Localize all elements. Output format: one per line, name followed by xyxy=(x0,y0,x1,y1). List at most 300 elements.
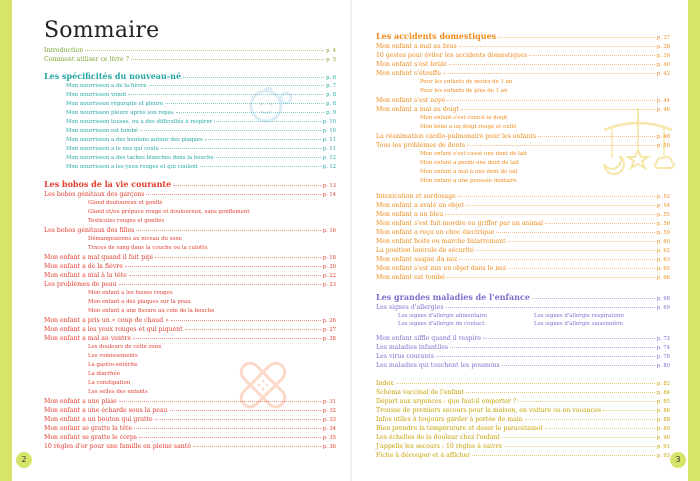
leader-dots xyxy=(498,37,655,38)
toc-entry-page: p. 7 xyxy=(326,83,336,89)
section-heading-page: p. 6 xyxy=(326,75,336,81)
toc-entry-label: Mon enfant se gratte le corps xyxy=(44,434,137,441)
leader-dots xyxy=(170,410,321,411)
leader-dots xyxy=(128,94,324,95)
toc-entry-label: Mon enfant boite ou marche bizarrement xyxy=(376,238,506,245)
toc-subtopic[interactable] xyxy=(44,361,336,370)
leader-dots xyxy=(214,121,321,122)
toc-entry[interactable] xyxy=(376,246,670,255)
leader-dots xyxy=(502,365,655,366)
toc-subtopic-label: Pour les enfants de moins de 1 an xyxy=(420,79,513,85)
toc-subtopic-label: Mon enfant a mal à une dent de lait xyxy=(420,169,518,175)
toc-entry-page: p. 65 xyxy=(656,266,670,272)
toc-entry-page: p. 69 xyxy=(656,305,670,311)
allergy-subtopics xyxy=(376,312,670,328)
toc-entry-page: p. 74 xyxy=(656,345,670,351)
leader-dots xyxy=(450,347,655,348)
toc-entry-page: p. 54 xyxy=(656,203,670,209)
section-heading-page: p. 68 xyxy=(656,296,670,302)
leader-dots xyxy=(161,148,321,149)
toc-entry[interactable] xyxy=(44,316,336,325)
toc-entry[interactable] xyxy=(44,100,336,109)
leader-dots xyxy=(125,266,321,267)
toc-entry-page: p. 44 xyxy=(656,98,670,104)
leader-dots xyxy=(134,428,321,429)
toc-subtopic[interactable] xyxy=(376,114,670,123)
toc-entry-page: p. 5 xyxy=(326,57,336,63)
toc-entry-label: Mon nourrisson a les yeux rouges et qui coulent xyxy=(66,164,198,170)
section-heading-label: Les accidents domestiques xyxy=(376,31,497,41)
toc-subtopic[interactable] xyxy=(44,370,336,379)
toc-entry-label: Mon nourrisson a des boutons autour des plaques xyxy=(66,137,203,143)
toc-entry-page: p. 16 xyxy=(322,228,336,234)
toc-subtopic-label: Mon enfant a perdu une dent de lait xyxy=(420,160,519,166)
toc-subtopic[interactable] xyxy=(44,307,336,316)
toc-entry[interactable] xyxy=(376,237,670,246)
toc-entry-page: p. 23 xyxy=(322,282,336,288)
toc-entry-label: Mon enfant s'est fait mordre ou griffer par un animal xyxy=(376,220,544,227)
toc-subtopic-label: Testicules rouges et gonflés xyxy=(88,218,165,224)
toc-subtopic[interactable] xyxy=(44,235,336,244)
toc-entry-page: p. 12 xyxy=(322,155,336,161)
toc-entry[interactable] xyxy=(376,132,670,141)
toc-entry-label: Intoxication et surdosage xyxy=(376,193,456,200)
toc-entry-page: p. 35 xyxy=(322,435,336,441)
toc-entry[interactable] xyxy=(376,303,670,312)
toc-subtopic[interactable] xyxy=(44,352,336,361)
leader-dots xyxy=(532,298,655,299)
toc-subtopic-label: Pour les enfants de plus de 1 an xyxy=(420,88,508,94)
toc-subtopic-label: Les selles des enfants xyxy=(88,389,148,395)
toc-subtopic-label: Mon enfant a des plaques sur la peau xyxy=(88,299,191,305)
toc-entry-page: p. 20 xyxy=(322,264,336,270)
allergy-subtopic[interactable]: Les signes d'allergie saisonnière xyxy=(534,321,624,327)
leader-dots xyxy=(483,338,655,339)
section-heading-label: Les spécificités du nouveau-né xyxy=(44,71,182,81)
toc-subtopic[interactable] xyxy=(44,298,336,307)
leader-dots xyxy=(205,139,321,140)
toc-entry-label: Mon enfant a mal quand il fait pipi xyxy=(44,254,153,261)
leader-dots xyxy=(171,320,321,321)
toc-entry-label: Mon enfant s'est noyé xyxy=(376,97,446,104)
toc-entry[interactable] xyxy=(376,210,670,219)
toc-entry[interactable] xyxy=(44,406,336,415)
right-page xyxy=(352,0,688,481)
toc-entry-page: p. 8 xyxy=(326,92,336,98)
section-heading-label: Les bobos de la vie courante xyxy=(44,179,172,189)
toc-entry[interactable] xyxy=(376,42,670,51)
toc-entry[interactable] xyxy=(44,424,336,433)
section-heading-page: p. 37 xyxy=(656,35,670,41)
toc-entry-label: Mon nourrisson a des taches blanches dans la bouche xyxy=(66,155,214,161)
toc-entry-page: p. 84 xyxy=(656,390,670,396)
toc-entry-label: Les virus courants xyxy=(376,353,434,360)
leader-dots xyxy=(165,103,324,104)
toc-entry[interactable] xyxy=(376,433,670,442)
toc-entry-label: Mon nourrisson pleure après son repas xyxy=(66,110,174,116)
toc-entry[interactable] xyxy=(44,190,336,199)
toc-subtopic[interactable] xyxy=(44,208,336,217)
toc-entry[interactable] xyxy=(376,96,670,105)
toc-subtopic-label: Mon enfant s'est coincé le doigt xyxy=(420,115,508,121)
toc-entry-page: p. 60 xyxy=(656,239,670,245)
toc-entry-page: p. 93 xyxy=(656,453,670,459)
toc-entry[interactable] xyxy=(44,91,336,100)
toc-subtopic-label: La gastro-entérite xyxy=(88,362,138,368)
toc-subtopic-label: Mon enfant a une fissure au coin de la bouche xyxy=(88,308,215,314)
leader-dots xyxy=(459,259,654,260)
toc-entry[interactable] xyxy=(376,69,670,78)
toc-entry-page: p. 72 xyxy=(656,336,670,342)
toc-entry[interactable] xyxy=(44,397,336,406)
toc-entry-label: J'appelle les secours : 10 règles à suivre xyxy=(376,443,503,450)
toc-entry[interactable] xyxy=(376,51,670,60)
toc-entry-page: p. 18 xyxy=(322,255,336,261)
leader-dots xyxy=(396,383,655,384)
leader-dots xyxy=(504,446,655,447)
leader-dots xyxy=(525,419,655,420)
toc-entry-label: Bien prendre la température et doser le paracétamol xyxy=(376,425,543,432)
toc-entry-label: Mon nourrisson tousse, ou a des difficultés à respirer xyxy=(66,119,213,125)
toc-entry[interactable] xyxy=(44,136,336,145)
toc-subtopic-label: La diarrhée xyxy=(88,371,120,377)
leader-dots xyxy=(185,329,321,330)
leader-dots xyxy=(518,401,654,402)
toc-entry-page: p. 42 xyxy=(656,71,670,77)
toc-entry-page: p. 38 xyxy=(656,44,670,50)
toc-entry-label: 10 règles d'or pour une famille en pleine santé xyxy=(44,443,191,450)
section-heading[interactable] xyxy=(376,30,670,42)
leader-dots xyxy=(136,230,320,231)
toc-entry[interactable] xyxy=(44,325,336,334)
toc-entry-label: La réanimation cardio-pulmonaire pour les enfants xyxy=(376,133,537,140)
leader-dots xyxy=(502,437,655,438)
toc-entry-label: Les bobos génitaux des filles xyxy=(44,227,135,234)
toc-entry[interactable] xyxy=(376,255,670,264)
toc-entry[interactable] xyxy=(376,273,670,282)
toc-entry-label: Mon enfant a pris un « coup de chaud » xyxy=(44,317,169,324)
toc-entry-label: Mon enfant a de la fièvre xyxy=(44,263,123,270)
toc-right xyxy=(376,30,670,460)
toc-subtopic[interactable] xyxy=(376,87,670,96)
toc-entry[interactable] xyxy=(376,105,670,114)
toc-entry-label: Mon enfant a mal au bras xyxy=(376,43,457,50)
toc-entry-label: Mon enfant a un bleu xyxy=(376,211,444,218)
toc-entry-page: p. 10 xyxy=(322,119,336,125)
toc-entry-label: Comment utiliser ce livre ? xyxy=(44,56,129,63)
leader-dots xyxy=(476,250,655,251)
leader-dots xyxy=(146,194,320,195)
toc-entry-page: p. 62 xyxy=(656,248,670,254)
toc-entry[interactable] xyxy=(44,442,336,451)
toc-entry-page: p. 4 xyxy=(326,48,336,54)
toc-entry-label: Mon enfant siffle quand il respire xyxy=(376,335,482,342)
toc-entry-label: Mon nourrisson a de la fièvre xyxy=(66,83,147,89)
toc-subtopic[interactable] xyxy=(376,123,670,132)
toc-entry-label: Mon enfant a une plaie xyxy=(44,398,117,405)
toc-subtopic-label: Mon bébé a un doigt rouge et enflé xyxy=(420,124,517,130)
leader-dots xyxy=(85,50,324,51)
leader-dots xyxy=(119,401,321,402)
toc-subtopic-label: Mon enfant a une poussée dentaire xyxy=(420,178,517,184)
toc-entry-page: p. 8 xyxy=(326,101,336,107)
leader-dots xyxy=(140,130,321,131)
leader-dots xyxy=(173,185,321,186)
toc-entry-label: Schéma vaccinal de l'enfant xyxy=(376,389,464,396)
leader-dots xyxy=(545,428,655,429)
toc-entry-label: Index xyxy=(376,380,394,387)
toc-subtopic-label: Mon enfant s'est cassé une dent de lait xyxy=(420,151,527,157)
toc-subtopic[interactable] xyxy=(376,150,670,159)
page-number: 2 xyxy=(16,452,32,468)
toc-entry[interactable] xyxy=(376,60,670,69)
toc-subtopic-label: Gland douloureux et gonflé xyxy=(88,200,163,206)
toc-entry[interactable] xyxy=(376,219,670,228)
toc-entry[interactable] xyxy=(376,343,670,352)
leader-dots xyxy=(466,205,655,206)
leader-dots xyxy=(155,257,321,258)
section-heading-label: Les grandes maladies de l'enfance xyxy=(376,292,530,302)
leader-dots xyxy=(193,446,321,447)
toc-entry-page: p. 56 xyxy=(656,221,670,227)
toc-entry-page: p. 91 xyxy=(656,444,670,450)
toc-entry-page: p. 86 xyxy=(656,408,670,414)
toc-entry[interactable] xyxy=(376,201,670,210)
toc-entry[interactable] xyxy=(376,228,670,237)
toc-entry-label: 10 gestes pour éviter les accidents domestiques xyxy=(376,52,527,59)
toc-entry[interactable] xyxy=(44,154,336,163)
toc-entry-page: p. 55 xyxy=(656,212,670,218)
toc-entry[interactable] xyxy=(44,415,336,424)
leader-dots xyxy=(508,268,655,269)
toc-entry-page: p. 22 xyxy=(322,273,336,279)
leader-dots xyxy=(436,356,655,357)
toc-entry-label: Trousse de premiers secours pour la maison, en voiture ou en vacances xyxy=(376,407,602,414)
leader-dots xyxy=(472,455,655,456)
toc-entry[interactable] xyxy=(44,163,336,172)
toc-entry-label: Mon enfant a mal à la tête xyxy=(44,272,127,279)
toc-subtopic-label: Traces de sang dans la couche ou la culotte xyxy=(88,245,208,251)
toc-entry[interactable] xyxy=(376,451,670,460)
toc-entry-page: p. 34 xyxy=(322,426,336,432)
toc-entry[interactable] xyxy=(376,388,670,397)
toc-entry-page: p. 33 xyxy=(322,417,336,423)
toc-left xyxy=(44,46,336,451)
toc-subtopic-label: Mon enfant a les fesses rouges xyxy=(88,290,173,296)
toc-entry-label: Les signes d'allergies xyxy=(376,304,444,311)
toc-entry[interactable] xyxy=(376,379,670,388)
toc-entry-label: Mon enfant a un bouton qui gratte xyxy=(44,416,153,423)
toc-entry[interactable] xyxy=(44,109,336,118)
leader-dots xyxy=(176,112,324,113)
toc-entry-page: p. 59 xyxy=(656,230,670,236)
toc-entry[interactable] xyxy=(44,82,336,91)
toc-entry-page: p. 46 xyxy=(656,107,670,113)
toc-subtopic-label: La constipation xyxy=(88,380,131,386)
toc-entry[interactable] xyxy=(44,271,336,280)
toc-entry-page: p. 88 xyxy=(656,417,670,423)
toc-entry-label: Mon enfant est tombé xyxy=(376,274,446,281)
left-page xyxy=(12,0,350,481)
toc-subtopic[interactable] xyxy=(44,217,336,226)
toc-entry-label: Infos utiles à toujours garder à portée de main xyxy=(376,416,523,423)
leader-dots xyxy=(446,307,655,308)
section-heading-page: p. 13 xyxy=(322,183,336,189)
toc-entry[interactable] xyxy=(376,406,670,415)
toc-entry[interactable] xyxy=(376,141,670,150)
leader-dots xyxy=(508,241,655,242)
leader-dots xyxy=(496,232,655,233)
toc-entry[interactable] xyxy=(44,433,336,442)
toc-entry[interactable] xyxy=(44,118,336,127)
toc-entry-label: Mon enfant s'est brûlé xyxy=(376,61,447,68)
toc-entry-label: Mon enfant s'étouffe xyxy=(376,70,441,77)
toc-entry-page: p. 10 xyxy=(322,128,336,134)
toc-subtopic[interactable] xyxy=(44,343,336,352)
leader-dots xyxy=(461,109,655,110)
leader-dots xyxy=(119,284,321,285)
leader-dots xyxy=(466,392,655,393)
toc-entry-label: Mon enfant a les yeux rouges et qui piquent xyxy=(44,326,183,333)
toc-subtopic[interactable] xyxy=(376,177,670,186)
toc-entry-label: Mon enfant s'est mis un objet dans le nez xyxy=(376,265,507,272)
leader-dots xyxy=(447,277,655,278)
toc-entry-label: Départ aux urgences : que faut-il emporter ? xyxy=(376,398,517,405)
leader-dots xyxy=(445,214,655,215)
toc-entry[interactable] xyxy=(376,424,670,433)
leader-dots xyxy=(183,77,324,78)
toc-entry[interactable] xyxy=(44,334,336,343)
toc-entry[interactable] xyxy=(376,192,670,201)
allergy-subtopic[interactable]: Les signes d'allergie respiratoire xyxy=(534,313,625,319)
leader-dots xyxy=(449,64,655,65)
toc-entry-page: p. 48 xyxy=(656,134,670,140)
toc-subtopic[interactable] xyxy=(44,244,336,253)
toc-subtopic[interactable] xyxy=(44,199,336,208)
leader-dots xyxy=(447,100,655,101)
toc-entry[interactable] xyxy=(376,442,670,451)
toc-entry-label: Mon enfant a une écharde sous la peau xyxy=(44,407,168,414)
leader-dots xyxy=(443,73,655,74)
leader-dots xyxy=(200,166,321,167)
toc-entry-page: p. 39 xyxy=(656,53,670,59)
toc-entry[interactable] xyxy=(44,55,336,64)
section-heading[interactable] xyxy=(376,291,670,303)
toc-entry-label: Mon nourrisson régurgite et pleure xyxy=(66,101,164,107)
toc-entry[interactable] xyxy=(44,145,336,154)
toc-subtopic-label: Démangeaisons au niveau du sexe xyxy=(88,236,182,242)
toc-entry[interactable] xyxy=(44,46,336,55)
toc-entry[interactable] xyxy=(376,397,670,406)
toc-entry-label: Mon enfant se gratte la tête xyxy=(44,425,133,432)
section-heading[interactable] xyxy=(44,178,336,190)
toc-entry-page: p. 26 xyxy=(322,318,336,324)
toc-subtopic[interactable] xyxy=(44,289,336,298)
toc-entry[interactable] xyxy=(44,262,336,271)
toc-subtopic-label: Les vomissements xyxy=(88,353,138,359)
toc-entry[interactable] xyxy=(44,253,336,262)
toc-entry-label: Mon enfant saigne du nez xyxy=(376,256,458,263)
toc-entry-label: Mon nourrisson vomit xyxy=(66,92,127,98)
toc-subtopic[interactable] xyxy=(376,78,670,87)
leader-dots xyxy=(538,136,655,137)
toc-entry[interactable] xyxy=(44,280,336,289)
toc-entry-label: Fiche à découper et à afficher xyxy=(376,452,471,459)
leader-dots xyxy=(459,46,655,47)
toc-entry-label: Les problèmes de peau xyxy=(44,281,117,288)
toc-entry[interactable] xyxy=(376,352,670,361)
leader-dots xyxy=(139,437,321,438)
toc-entry[interactable] xyxy=(376,334,670,343)
leader-dots xyxy=(467,145,655,146)
toc-entry-page: p. 90 xyxy=(656,435,670,441)
toc-entry-label: Les maladies infantiles xyxy=(376,344,449,351)
toc-entry-label: Introduction xyxy=(44,47,84,54)
leader-dots xyxy=(133,338,321,339)
leader-dots xyxy=(149,85,325,86)
toc-entry[interactable] xyxy=(44,226,336,235)
toc-entry-page: p. 50 xyxy=(656,143,670,149)
toc-subtopic[interactable] xyxy=(44,379,336,388)
toc-entry[interactable] xyxy=(376,264,670,273)
leader-dots xyxy=(529,55,655,56)
toc-entry-label: Mon nourrisson est tombé xyxy=(66,128,138,134)
toc-entry-page: p. 9 xyxy=(326,110,336,116)
toc-entry-page: p. 40 xyxy=(656,62,670,68)
toc-subtopic[interactable] xyxy=(44,388,336,397)
toc-entry-label: Les maladies qui touchent les poumons xyxy=(376,362,500,369)
page-title: Sommaire xyxy=(44,18,160,43)
toc-entry-page: p. 85 xyxy=(656,399,670,405)
toc-entry-label: Mon enfant a mal au doigt xyxy=(376,106,459,113)
section-heading[interactable] xyxy=(44,70,336,82)
allergy-subtopic[interactable]: Les signes d'allergie de contact xyxy=(398,321,485,327)
toc-entry-page: p. 82 xyxy=(656,381,670,387)
toc-entry-page: p. 11 xyxy=(322,146,336,152)
toc-entry-page: p. 31 xyxy=(322,399,336,405)
leader-dots xyxy=(155,419,321,420)
toc-entry[interactable] xyxy=(44,127,336,136)
toc-entry-label: Les échelles de la douleur chez l'enfant xyxy=(376,434,501,441)
toc-entry[interactable] xyxy=(376,415,670,424)
toc-entry-page: p. 36 xyxy=(322,444,336,450)
toc-entry-page: p. 11 xyxy=(322,137,336,143)
leader-dots xyxy=(216,157,321,158)
toc-entry-page: p. 28 xyxy=(322,336,336,342)
toc-entry[interactable] xyxy=(376,361,670,370)
toc-entry-label: Les bobos génitaux des garçons xyxy=(44,191,145,198)
toc-entry-page: p. 32 xyxy=(322,408,336,414)
toc-subtopic[interactable] xyxy=(376,168,670,177)
page-number: 3 xyxy=(670,452,686,468)
toc-entry-page: p. 66 xyxy=(656,275,670,281)
allergy-subtopic[interactable]: Les signes d'allergie alimentaire xyxy=(398,313,488,319)
toc-entry-page: p. 12 xyxy=(322,164,336,170)
toc-entry-page: p. 89 xyxy=(656,426,670,432)
toc-entry-label: Mon nourrisson a le nez qui coule xyxy=(66,146,159,152)
toc-subtopic[interactable] xyxy=(376,159,670,168)
leader-dots xyxy=(603,410,655,411)
toc-entry-label: Mon enfant a reçu un choc électrique xyxy=(376,229,495,236)
toc-entry-label: Mon enfant a avalé un objet xyxy=(376,202,464,209)
leader-dots xyxy=(545,223,655,224)
toc-entry-page: p. 78 xyxy=(656,354,670,360)
toc-entry-label: Tous les problèmes de dents xyxy=(376,142,466,149)
toc-entry-page: p. 14 xyxy=(322,192,336,198)
toc-entry-label: La position latérale de sécurité xyxy=(376,247,474,254)
toc-subtopic-label: Les douleurs de cette zone xyxy=(88,344,162,350)
toc-subtopic-label: Gland et/ou prépuce rouge et douloureux, sans gonflement xyxy=(88,209,250,215)
